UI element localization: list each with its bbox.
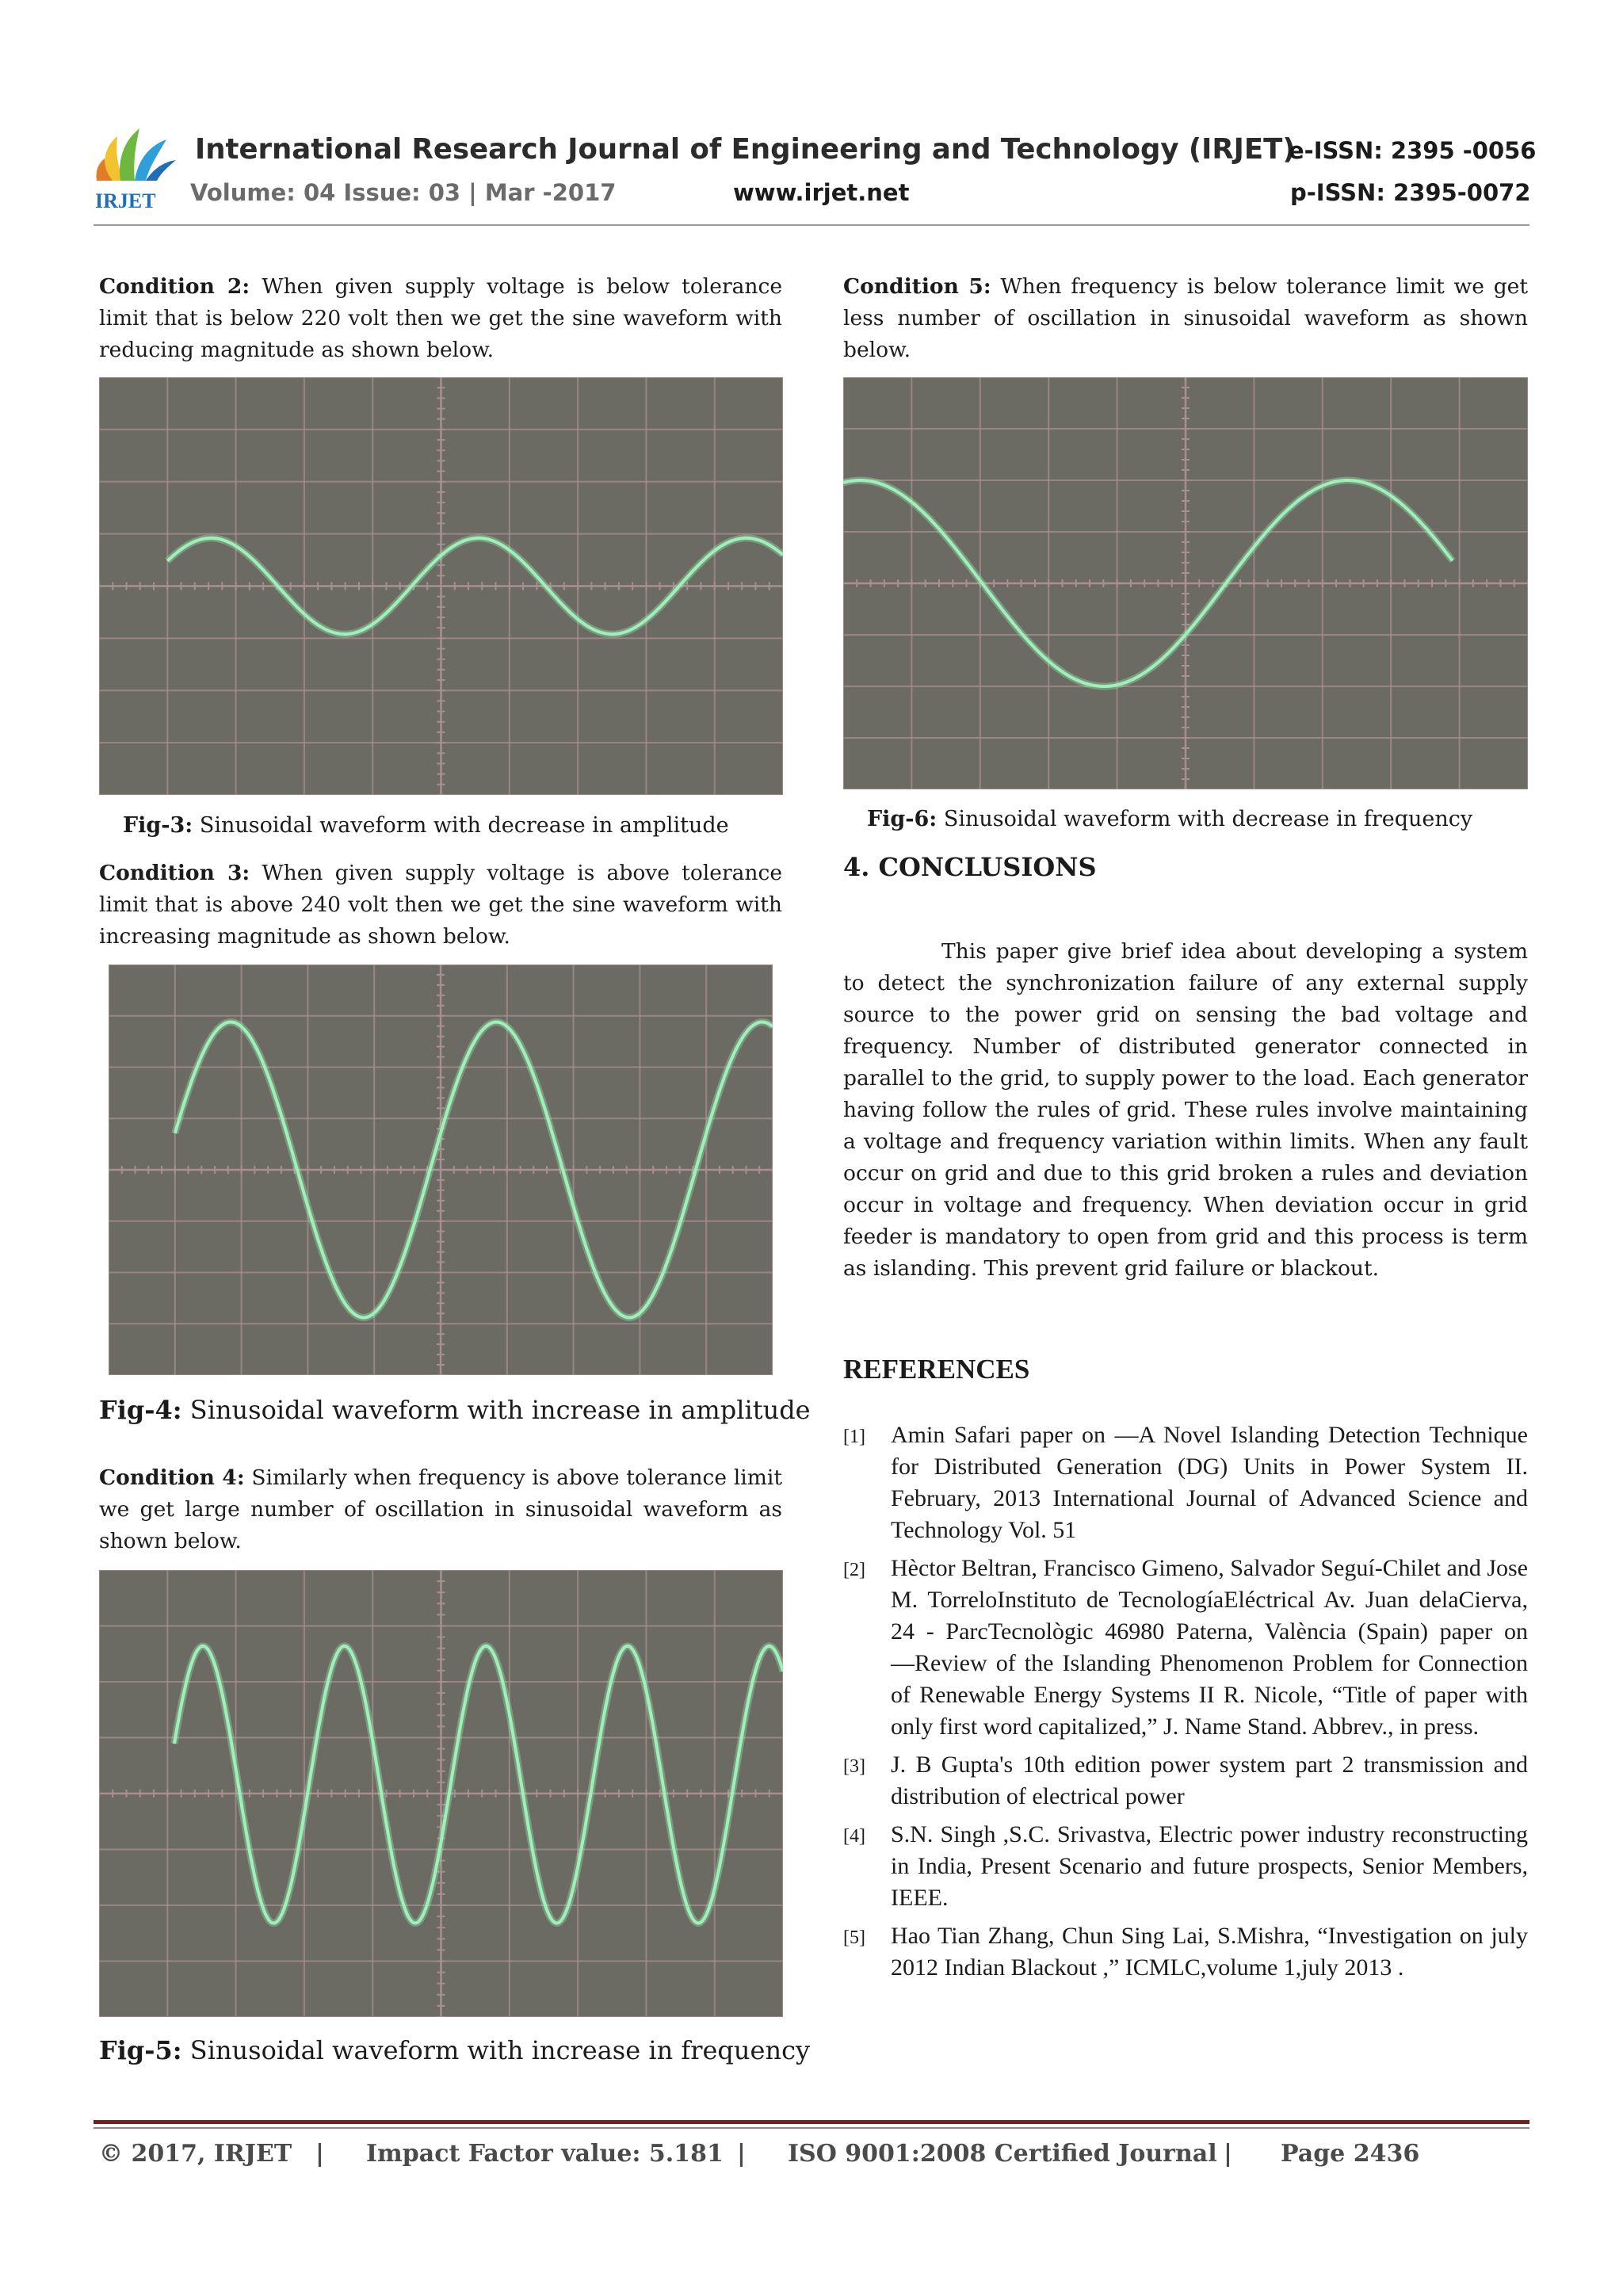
condition-5-label: Condition 5: — [843, 274, 991, 299]
figure-6-plot — [843, 377, 1528, 789]
figure-5-text: Sinusoidal waveform with increase in frequency — [181, 2035, 811, 2065]
condition-3-label: Condition 3: — [99, 861, 250, 885]
figure-4-caption — [99, 1395, 811, 1425]
figure-6-label: Fig-6: — [867, 807, 938, 831]
figure-3-text: Sinusoidal waveform with decrease in amplitude — [193, 813, 729, 838]
condition-4-text: Similarly when frequency is above tolerance limit we get large number of oscillation in sinusoidal waveform as shown below. — [99, 1465, 782, 1553]
footer-separator: | — [1224, 2140, 1232, 2168]
figure-3-oscilloscope — [99, 377, 783, 795]
figure-5-oscilloscope — [99, 1570, 783, 2017]
figure-6-caption — [867, 807, 1472, 831]
condition-5-text: When frequency is below tolerance limit we get less number of oscillation in sinusoidal waveform as shown below. — [843, 274, 1528, 362]
footer-separator: | — [315, 2140, 324, 2168]
condition-3-text: When given supply voltage is above tolerance limit that is above 240 volt then we get the sine waveform with increasing magnitude as shown below. — [99, 861, 783, 949]
e-issn: e-ISSN: 2395 -0056 — [1289, 137, 1537, 164]
footer-copyright: © 2017, IRJET — [99, 2140, 292, 2168]
footer-impact-factor: Impact Factor value: 5.181 — [366, 2140, 724, 2168]
references-heading: REFERENCES — [843, 1354, 1030, 1385]
volume-issue: Volume: 04 Issue: 03 | Mar -2017 — [190, 179, 617, 206]
reference-text: S.N. Singh ,S.C. Srivastva, Electric power industry reconstructing in India, Present Scenario and future prospects, Senior Members, IEEE. — [891, 1821, 1528, 1911]
scope-grid — [843, 377, 1528, 789]
reference-number: [2] — [843, 1560, 865, 1580]
waveform-glow — [174, 1646, 783, 1924]
figure-3-label: Fig-3: — [123, 813, 193, 838]
reference-text: Amin Safari paper on ―A Novel Islanding Detection Technique for Distributed Generation (DG) Units in Power System II. February, 2013 International Journal of Advanced Science and Technology Vol. 51 — [891, 1422, 1528, 1543]
website-link[interactable]: www.irjet.net — [733, 179, 910, 206]
journal-title: International Research Journal of Engineering and Technology (IRJET) — [195, 133, 1296, 166]
reference-item — [843, 1749, 1528, 1813]
condition-5-paragraph — [843, 271, 1528, 366]
reference-number: [1] — [843, 1427, 865, 1447]
condition-2-paragraph — [99, 271, 782, 366]
svg-text:IRJET: IRJET — [95, 189, 156, 212]
irjet-logo — [94, 119, 178, 214]
reference-item — [843, 1819, 1528, 1914]
waveform-trace — [174, 1646, 783, 1924]
footer-separator: | — [737, 2140, 746, 2168]
scope-grid — [109, 965, 773, 1375]
figure-5-plot — [99, 1570, 783, 2017]
reference-text: J. B Gupta's 10th edition power system part 2 transmission and distribution of electrical power — [891, 1752, 1528, 1809]
figure-3-caption — [123, 813, 729, 838]
footer-rule-light — [94, 2127, 1529, 2129]
reference-text: Hao Tian Zhang, Chun Sing Lai, S.Mishra, “Investigation on july 2012 Indian Blackout ,” ICMLC,volume 1,july 2013 . — [891, 1923, 1528, 1981]
figure-4-label: Fig-4: — [99, 1395, 182, 1425]
header-divider — [94, 224, 1529, 226]
figure-6-oscilloscope — [843, 377, 1528, 789]
footer-iso: ISO 9001:2008 Certified Journal — [788, 2140, 1217, 2168]
reference-number: [4] — [843, 1826, 865, 1847]
reference-item — [843, 1920, 1528, 1984]
condition-2-label: Condition 2: — [99, 274, 250, 299]
figure-4-text: Sinusoidal waveform with increase in amplitude — [181, 1395, 811, 1425]
footer-page-number: Page 2436 — [1281, 2140, 1420, 2168]
figure-5-label: Fig-5: — [99, 2035, 182, 2065]
condition-3-paragraph — [99, 858, 782, 953]
figure-5-caption — [99, 2035, 810, 2065]
references-list — [843, 1419, 1528, 1990]
logo-leaves-icon — [96, 128, 176, 181]
condition-4-label: Condition 4: — [99, 1465, 245, 1490]
figure-4-oscilloscope — [109, 965, 773, 1375]
reference-item — [843, 1553, 1528, 1743]
reference-number: [3] — [843, 1756, 865, 1777]
reference-item — [843, 1419, 1528, 1546]
conclusions-paragraph: This paper give brief idea about developing a system to detect the synchronization failure of any external supply source to the power grid on sensing the bad voltage and frequency. Number of distributed generator connected in parallel to the grid, to supply power to the load. Each generator having follow the rules of grid. These rules involve maintaining a voltage and frequency variation within limits. When any fault occur on grid and due to this grid broken a rules and deviation occur in voltage and frequency. When deviation occur in grid feeder is mandatory to open from grid and this process is term as islanding. This prevent grid failure or blackout. — [843, 939, 1528, 1281]
reference-text: Hèctor Beltran, Francisco Gimeno, Salvador Seguí-Chilet and Jose M. TorreloInstituto de TecnologíaEléctrical Av. Juan delaCierva, 24 - ParcTecnològic 46980 Paterna, València (Spain) paper on ―Review of the Islanding Phenomenon Problem for Connection of Renewable Energy Systems II R. Nicole, “Title of paper with only first word capitalized,” J. Name Stand. Abbrev., in press. — [891, 1555, 1528, 1740]
footer-rule-dark — [94, 2120, 1529, 2124]
scope-grid — [99, 1570, 783, 2017]
reference-number: [5] — [843, 1927, 865, 1948]
p-issn: p-ISSN: 2395-0072 — [1290, 179, 1531, 206]
figure-6-text: Sinusoidal waveform with decrease in frequency — [937, 807, 1473, 831]
figure-4-plot — [109, 965, 773, 1375]
condition-2-text: When given supply voltage is below tolerance limit that is below 220 volt then we get the sine waveform with reducing magnitude as shown below. — [99, 274, 783, 362]
conclusions-heading: 4. CONCLUSIONS — [843, 852, 1097, 882]
condition-4-paragraph — [99, 1462, 782, 1557]
figure-3-plot — [99, 377, 783, 795]
